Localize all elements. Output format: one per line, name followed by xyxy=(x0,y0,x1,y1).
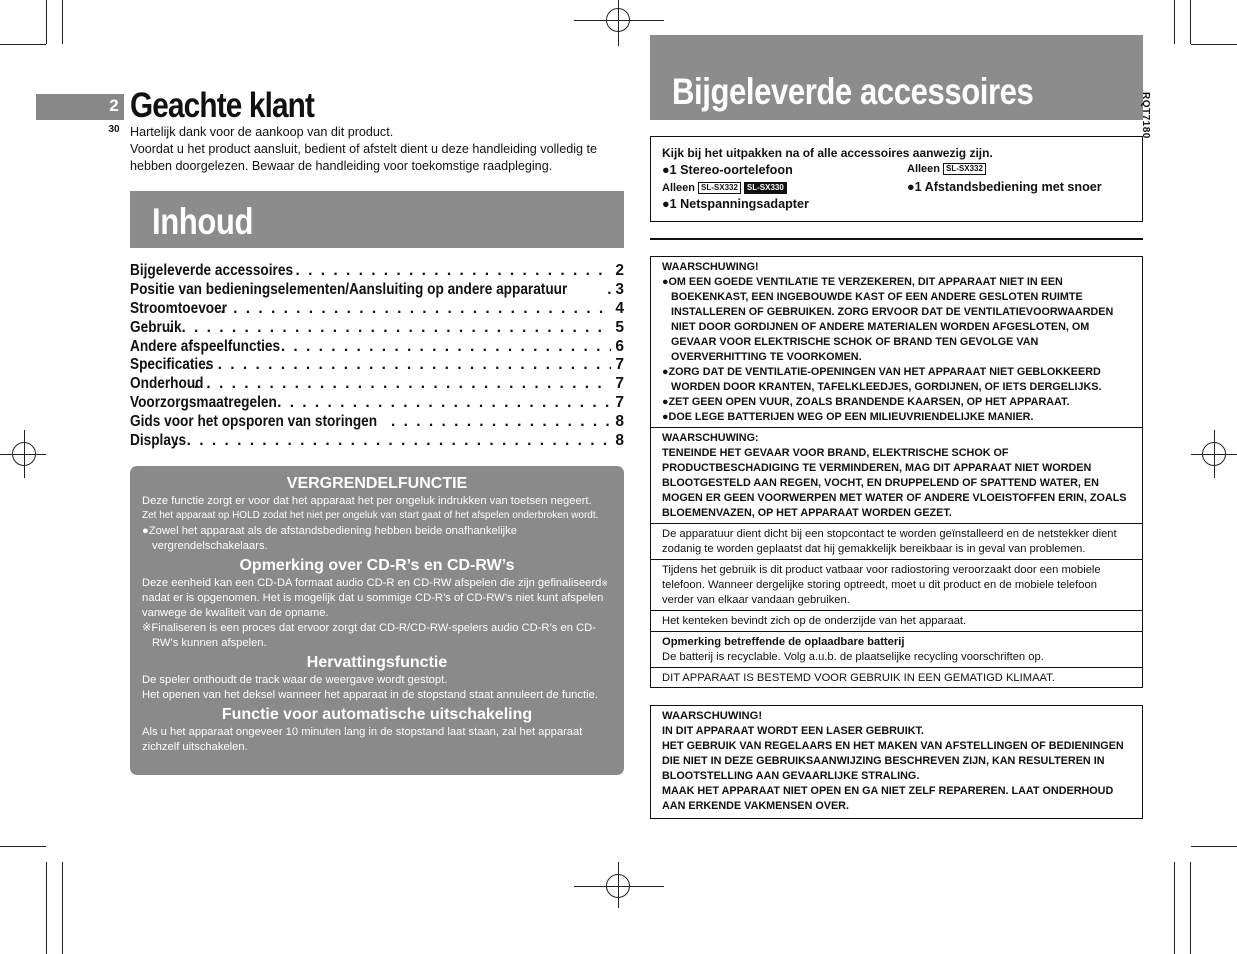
cdr-text: Deze eenheid kan een CD-DA formaat audio CD-R en CD-RW afspelen die zijn gefinaliseerd※ nadat er is opgenomen. Het is mogelijk dat u sommige CD-R’s of CD-RW’s niet kunt afspelen vanwege de kwaliteit van de opname. xyxy=(142,576,609,619)
accessory-earphones: ●1 Stereo-oortelefoon xyxy=(662,163,793,177)
note-radio: Tijdens het gebruik is dit product vatbaar voor radiostoring veroorzaakt door een mobiele telefoon. Wanneer dergelijke storing optreedt, moet u dit product en de mobiele telefoon verder van elkaar vandaan gebruiken. xyxy=(651,560,1142,611)
page-sub-number: 30 xyxy=(108,124,120,135)
accessory-adapter: ●1 Netspanningsadapter xyxy=(662,197,809,211)
auto-off-text: Als u het apparaat ongeveer 10 minuten lang in de stopstand laat staan, zal het apparaat zichzelf uitschakelen. xyxy=(142,725,583,753)
toc-item[interactable]: Displays . . . 8 xyxy=(130,432,624,451)
accessories-intro: Kijk bij het uitpakken na of alle accessoires aanwezig zijn. xyxy=(662,146,993,160)
note-label: Het kenteken bevindt zich op de onderzijde van het apparaat. xyxy=(651,611,1142,632)
model-tag: SL-SX332 xyxy=(698,182,741,194)
toc-item[interactable]: Stroomtoevoer . . . 4 xyxy=(130,300,624,319)
warning-water: WAARSCHUWING: TENEINDE HET GEVAAR VOOR BRAND, ELEKTRISCHE SCHOK OF PRODUCTBESCHADIGING TE VERMINDEREN, MAG DIT APPARAAT NIET WORDEN BLOOTGESTELD AAN REGEN, VOCHT, EN DRUPPELEND OF SPATTEND WATER, EN MOGEN ER GEEN VOORWERPEN MET WATER OF ANDERE VLOEISTOFFEN ERIN, ZOALS BLOEMENVAZEN, OP HET APPARAAT WORDEN GEZET. xyxy=(651,428,1142,524)
note-socket: De apparatuur dient dicht bij een stopcontact te worden geïnstalleerd en de netstekker dient zodanig te worden geplaatst dat hij gemakkelijk bereikbaar is in geval van problemen. xyxy=(651,524,1142,560)
lock-text: Deze functie zorgt er voor dat het apparaat het per ongeluk indrukken van toetsen negeert. xyxy=(142,495,592,507)
lock-title: VERGRENDELFUNCTIE xyxy=(286,475,468,492)
toc-item[interactable]: Specificaties . . . 7 xyxy=(130,356,624,375)
table-of-contents xyxy=(130,262,624,451)
auto-off-title: Functie voor automatische uitschakeling xyxy=(221,705,533,723)
resume-text-2: Het openen van het deksel wanneer het apparaat in de stopstand staat annuleert de functie. xyxy=(142,688,598,701)
intro-text: Hartelijk dank voor de aankoop van dit product. Voordat u het product aansluit, bedient of afstelt dient u deze handleiding volledig te hebben doorgelezen. Bewaar de handleiding voor toekomstige raadpleging. xyxy=(130,125,598,173)
document-code: RQT7180 xyxy=(1140,92,1151,139)
divider xyxy=(650,238,1143,240)
laser-warning-box: WAARSCHUWING! IN DIT APPARAAT WORDT EEN LASER GEBRUIKT. HET GEBRUIK VAN REGELAARS EN HET MAKEN VAN AFSTELLINGEN OF BEDIENINGEN DIE NIET IN DEZE GEBRUIKSAANWIJZING BESCHREVEN ZIJN, KAN RESULTEREN IN BLOOTSTELLING AAN GEVAARLIJKE STRALING. MAAK HET APPARAAT NIET OPEN EN GA NIET ZELF REPAREREN. LAAT ONDERHOUD AAN ERKENDE VAKMENSEN OVER. xyxy=(650,705,1143,819)
warning-ventilation: WAARSCHUWING! ●OM EEN GOEDE VENTILATIE TE VERZEKEREN, DIT APPARAAT NIET IN EEN BOEKENKAST, EEN INGEBOUWDE KAST OF EEN ANDERE GESLOTEN RUIMTE INSTALLEREN OF GEBRUIKEN. ZORG ERVOOR DAT DE VENTILATIEVOORWAARDEN NIET DOOR GORDIJNEN OF ANDERE MATERIALEN WORDEN AFGESLOTEN, OM GEVAAR VOOR ELEKTRISCHE SCHOK OF BRAND TEN GEVOLGE VAN OVERVERHITTING TE VOORKOMEN. ●ZORG DAT DE VENTILATIE-OPENINGEN VAN HET APPARAAT NIET GEBLOKKEERD WORDEN DOOR KRANTEN, TAFELKLEEDJES, GORDIJNEN, OF IETS DERGELIJKS. ●ZET GEEN OPEN VUUR, ZOALS BRANDENDE KAARSEN, OP HET APPARAAT. ●DOE LEGE BATTERIJEN WEG OP EEN MILIEUVRIENDELIJKE MANIER. xyxy=(651,257,1142,428)
resume-text-1: De speler onthoudt de track waar de weergave wordt gestopt. xyxy=(142,673,448,686)
cdr-title: Opmerking over CD-R’s en CD-RW’s xyxy=(239,556,515,574)
toc-item[interactable]: Gids voor het opsporen van storingen . . . 8 xyxy=(130,413,624,432)
note-climate: DIT APPARAAT IS BESTEMD VOOR GEBRUIK IN EEN GEMATIGD KLIMAAT. xyxy=(662,672,1055,684)
toc-item[interactable]: Gebruik . . . 5 xyxy=(130,319,624,338)
toc-heading: Inhoud xyxy=(130,191,624,248)
cdr-note: ※Finaliseren is een proces dat ervoor zorgt dat CD-R/CD-RW-spelers audio CD-R’s en CD-RW’s kunnen afspelen. xyxy=(142,621,596,649)
model-tag: SL-SX332 xyxy=(943,163,986,175)
lock-bullet: ●Zowel het apparaat als de afstandsbediening hebben beide onafhankelijke vergrendelschakelaars. xyxy=(142,524,517,552)
note-battery: Opmerking betreffende de oplaadbare batterij De batterij is recyclable. Volg a.u.b. de plaatselijke recycling voorschriften op. xyxy=(651,632,1142,668)
warnings-box xyxy=(650,256,1143,688)
accessories-heading: Bijgeleverde accessoires xyxy=(650,35,1143,120)
only-label-b: Alleen SL-SX332 xyxy=(907,163,986,175)
toc-item[interactable]: Positie van bedieningselementen/Aansluiting op andere apparatuur . . . 3 xyxy=(130,281,624,300)
lock-small: Zet het apparaat op HOLD zodat het niet per ongeluk van start gaat of het afspelen onderbroken wordt. xyxy=(142,510,599,521)
accessory-remote: ●1 Afstandsbediening met snoer xyxy=(907,180,1102,194)
toc-item[interactable]: Onderhoud . . . 7 xyxy=(130,375,624,394)
page-number: 2 xyxy=(109,96,119,115)
only-label-a: Alleen SL-SX332 SL-SX330 xyxy=(662,182,787,194)
accessories-box xyxy=(650,136,1143,222)
toc-item[interactable]: Andere afspeelfuncties . . . 6 xyxy=(130,338,624,357)
toc-item[interactable]: Bijgeleverde accessoires . . . 2 xyxy=(130,262,624,281)
toc-item[interactable]: Voorzorgsmaatregelen . . . 7 xyxy=(130,394,624,413)
model-tag: SL-SX330 xyxy=(744,182,787,194)
info-box xyxy=(130,466,624,775)
resume-title: Hervattingsfunctie xyxy=(306,653,448,671)
page-title: Geachte klant xyxy=(130,86,315,125)
